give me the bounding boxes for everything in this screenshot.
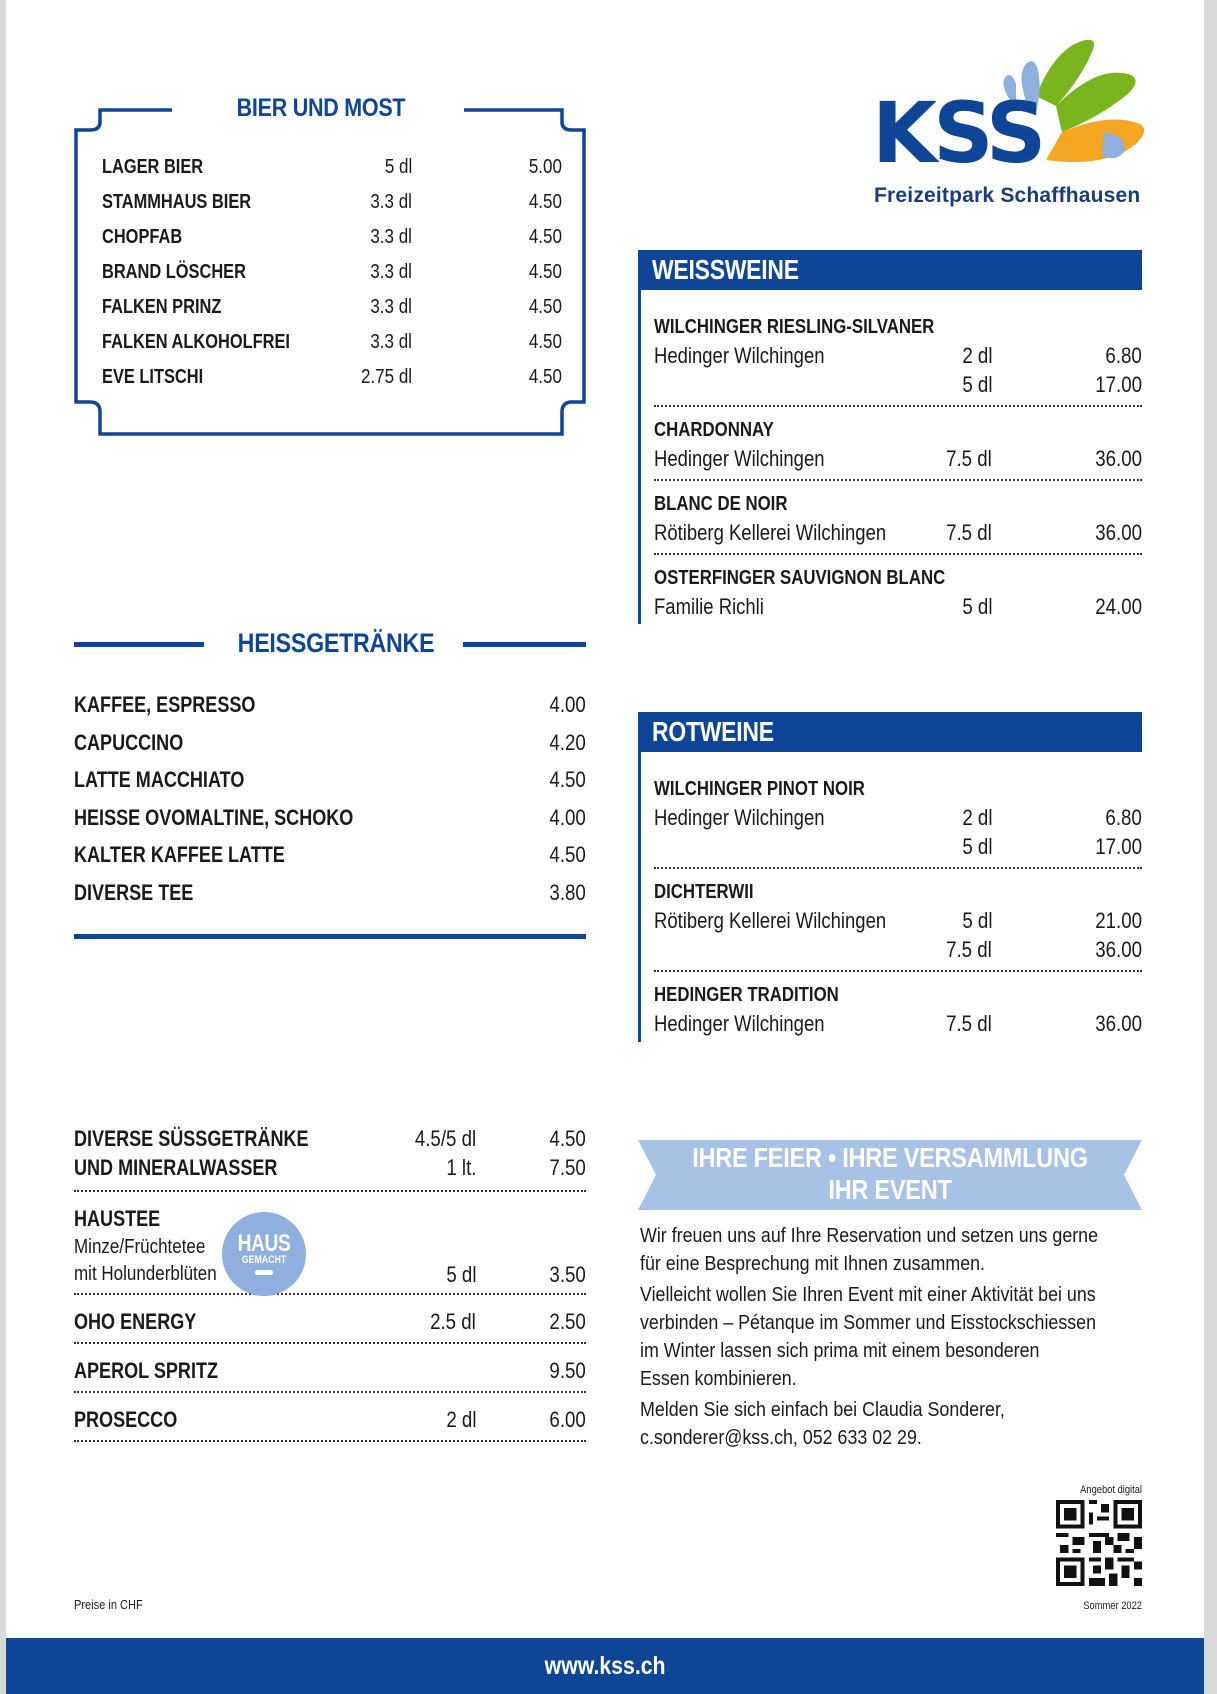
list-item: CAPUCCINO 4.20 (74, 729, 586, 755)
kss-logo-text: KSS (872, 84, 1043, 182)
list-item: DIVERSE TEE 3.80 (74, 879, 586, 905)
hot-section-bottom-rule (74, 934, 586, 939)
wine-item: WILCHINGER PINOT NOIR Hedinger Wilchingen 2 dl 6.80 5 dl 17.00 (654, 776, 1142, 869)
season-label: Sommer 2022 (1083, 1600, 1142, 1612)
hot-title-line-left (74, 642, 204, 647)
list-item: LATTE MACCHIATO 4.50 (74, 767, 586, 793)
list-item: LAGER BIER 5 dl 5.00 (102, 156, 562, 178)
prices-note: Preise in CHF (74, 1597, 143, 1612)
hot-title-line-right (463, 642, 586, 647)
list-item: STAMMHAUS BIER 3.3 dl 4.50 (102, 191, 562, 213)
list-item: CHOPFAB 3.3 dl 4.50 (102, 226, 562, 248)
red-wines-side-bar (638, 712, 641, 1042)
qr-label: Angebot digital (1080, 1484, 1142, 1496)
event-banner-title: IHRE FEIER • IHRE VERSAMMLUNG IHR EVENT (692, 1142, 1088, 1205)
list-item: BRAND LÖSCHER 3.3 dl 4.50 (102, 261, 562, 283)
wine-item: BLANC DE NOIR Rötiberg Kellerei Wilchingen 7.5 dl 36.00 (654, 491, 1142, 555)
list-item: OHO ENERGY 2.5 dl 2.50 (74, 1307, 586, 1344)
contact-info: c.sonderer@kss.ch, 052 633 02 29. (640, 1426, 922, 1449)
footer-bar (6, 1638, 1204, 1694)
white-wines-header: WEISSWEINE (638, 250, 1142, 290)
hot-section-title: HEISSGETRÄNKE (237, 628, 435, 658)
list-item: KALTER KAFFEE LATTE 4.50 (74, 842, 586, 868)
qr-code-icon[interactable] (1056, 1500, 1142, 1586)
white-wines-list (654, 314, 1142, 637)
website-link[interactable]: www.kss.ch (544, 1652, 666, 1680)
list-item: DIVERSE SÜSSGETRÄNKE 4.5/5 dl 4.50 UND MINERALWASSER 1 lt. 7.50 (74, 1124, 586, 1192)
red-wines-header: ROTWEINE (638, 712, 1142, 752)
list-item: PROSECCO 2 dl 6.00 (74, 1405, 586, 1442)
list-item: FALKEN ALKOHOLFREI 3.3 dl 4.50 (102, 331, 562, 353)
list-item: FALKEN PRINZ 3.3 dl 4.50 (102, 296, 562, 318)
red-wines-list (654, 776, 1142, 1054)
wine-item: DICHTERWII Rötiberg Kellerei Wilchingen 5 dl 21.00 7.5 dl 36.00 (654, 879, 1142, 972)
wine-item: WILCHINGER RIESLING-SILVANER Hedinger Wilchingen 2 dl 6.80 5 dl 17.00 (654, 314, 1142, 407)
white-wines-side-bar (638, 250, 641, 624)
list-item: HEISSE OVOMALTINE, SCHOKO 4.00 (74, 804, 586, 830)
wine-item: CHARDONNAY Hedinger Wilchingen 7.5 dl 36.00 (654, 417, 1142, 481)
menu-page (6, 0, 1204, 1694)
wine-item: OSTERFINGER SAUVIGNON BLANC Familie Richli 5 dl 24.00 (654, 567, 1142, 619)
kss-logo-subtitle: Freizeitpark Schaffhausen (874, 184, 1141, 207)
hausgemacht-badge: HAUS GEMACHT (222, 1212, 306, 1296)
wine-item: HEDINGER TRADITION Hedinger Wilchingen 7.5 dl 36.00 (654, 984, 1142, 1036)
list-item: HAUSTEE Minze/Früchtetee mit Holunderblüten 5 dl 3.50 (74, 1204, 586, 1295)
event-description: Wir freuen uns auf Ihre Reservation und setzen uns gerne für eine Besprechung mit Ihnen zusammen. Vielleicht wollen Sie Ihren Event mit einer Aktivität bei uns verbinden – Pétanque im Sommer und Eisstockschiessen im Winter lassen sich prima mit einem besonderen Essen kombinieren. Melden Sie sich einfach bei Claudia Sonderer, c.sonderer@kss.ch, 052 633 02 29. (640, 1224, 1099, 1449)
beer-section-title: BIER UND MOST (222, 94, 420, 123)
list-item: EVE LITSCHI 2.75 dl 4.50 (102, 366, 562, 388)
list-item: KAFFEE, ESPRESSO 4.00 (74, 692, 586, 717)
beer-list (102, 150, 562, 395)
soft-drinks-list (74, 1124, 586, 1442)
hot-list (74, 686, 586, 912)
list-item: APEROL SPRITZ 9.50 (74, 1356, 586, 1393)
